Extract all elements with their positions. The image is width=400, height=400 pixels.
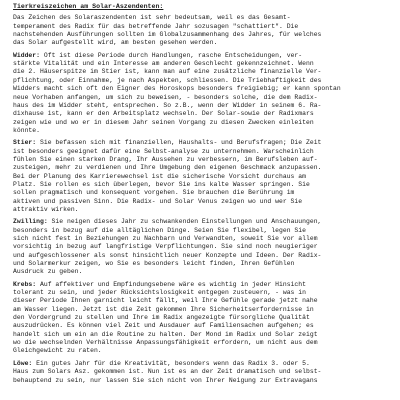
section-4 <box>13 281 388 356</box>
text-line: und Solarmerkur zeigen, wo Sie es besonders leicht finden, Ihren Gefühlen <box>13 260 295 268</box>
text-line: dieser Periode Ihnen garnicht leicht fällt, weil Ihre Gefühle gerade jetzt nahe <box>13 297 318 305</box>
text-line: stärkte Vitalität und ein Interesse am anderen Geschlecht gekennzeichnet. Wenn <box>13 60 314 68</box>
text-line: Bei der Planung des Karrierewechsel ist die sicherische Vorsicht durchaus am <box>13 172 306 180</box>
text-line: fühlen Sie einen starken Drang, Ihr Aussehen zu verbessern, im Berufsleben auf- <box>13 155 318 163</box>
section-label: Stier: <box>13 139 37 147</box>
section-1 <box>13 52 388 135</box>
text-line: und aufgeschlossener als sonst hinsichtlich neuer Konzepte und Ideen. Der Radix- <box>13 251 322 259</box>
section-text: Sie befassen sich mit finanziellen, Haushalts- und Berufsfragen; Die Zeit <box>36 139 322 147</box>
text-line: handelt sich um ein an die Routine zu halten. Der Mond im Radix und Solar zeigt <box>13 330 318 338</box>
text-line: vorsichtig in bezug auf langfristige Verpflichtungen. Sie sind noch neugieriger <box>13 243 318 251</box>
section-label: Zwilling: <box>13 218 48 226</box>
text-line <box>13 218 388 226</box>
text-line: die 2. Häuserspitze im Stier ist, kann man auf eine zusätzliche finanzielle Ver- <box>13 68 322 76</box>
text-line: wo die wechselnden Verhältnisse Anpassungsfähigkeit erfordern, um nicht aus dem <box>13 339 318 347</box>
text-line: dixhause ist, kann er den Arbeitsplatz wechseln. Der Solar-sowie der Radixmars <box>13 110 314 118</box>
text-line: Gleichgewicht zu raten. <box>13 347 102 355</box>
text-line: den Vordergrund zu stellen und Ihre im Radix angezeigte fürsorgliche Qualität <box>13 314 310 322</box>
text-line: Widders macht sich oft den Eigner des Horoskops besonders freigiebig; er kann spontan <box>13 85 341 93</box>
text-line: besonders in bezug auf die alltäglichen Dinge. Seien Sie flexibel, legen Sie <box>13 226 306 234</box>
text-line: auszudrücken. Es können viel Zeit und Ausdauer auf Familiensachen aufgehen; es <box>13 322 314 330</box>
text-line: sollen pragmatisch und konsequent vorgehen. Sie brauchen die Berührung im <box>13 189 295 197</box>
section-3 <box>13 218 388 276</box>
text-line: das Solar aufgestellt wird, am besten gesehen werden. <box>13 39 218 47</box>
section-label: Löwe: <box>13 359 33 367</box>
section-text: Sie neigen dieses Jahr zu schwankenden Einstellungen und Anschauungen, <box>47 218 322 226</box>
text-line: pflichtung, oder Einnahme, je nach Aspekten, schliessen. Die Triebhaftigkeit des <box>13 76 322 84</box>
text-line: haus des im Widder steht, entsprechen. So z.B., wenn der Widder in seinem 6. Ra- <box>13 101 322 109</box>
text-line <box>13 139 388 147</box>
section-text: Ein gutes Jahr für die Kreativität, besonders wenn das Radix 3. oder 5. <box>32 359 310 367</box>
text-line: Haus zum Solars Asz. gekommen ist. Nun ist es an der Zeit dramatisch und selbst- <box>13 368 322 376</box>
text-line <box>13 281 388 289</box>
section-label: Krebs: <box>13 280 37 288</box>
text-line: sich nicht fest in Beziehungen zu Nachbarn und Verwandten, soweit Sie vor allem <box>13 235 318 242</box>
text-line: Ausdruck zu geben. <box>13 268 83 276</box>
text-line: am Wasser liegen. Jetzt ist die Zeit gekommen Ihre Sicherheitserfordernisse in <box>13 305 314 313</box>
section-text: Oft ist diese Periode durch Handlungen, rasche Entscheidungen, ver- <box>40 51 303 59</box>
section-text: Auf affektiver und Empfindungsebene wäre es wichtig in jeder Hinsicht <box>36 280 306 288</box>
text-line: ist besonders geeignet dafür eine Selbst-analyse zu unternehmen. Warscheinlich <box>13 147 314 155</box>
text-line: zeigen wie und wo er in diesem Jahr seinen Vorgang zu diesen Zwecken einleiten <box>13 118 314 126</box>
text-line: Platz. Sie rollen es sich überlegen, bevor Sie ins kalte Wasser springen. Sie <box>13 180 310 188</box>
text-line <box>13 52 388 60</box>
section-5 <box>13 360 388 385</box>
text-line: nachstehenden Ausführungen sollten im Globalzusammenhang des Jahres, für welches <box>13 31 322 39</box>
sign-sections <box>13 52 388 385</box>
text-line: attraktiv wirken. <box>13 205 79 213</box>
text-line: temperament des Radix für das betreffende Jahr sozusagen "schattiert". Die <box>13 22 299 30</box>
text-line: zusteigen, mehr zu verdienen und Ihre Umgebung den eigenen Geschmack anzupassen. <box>13 164 322 172</box>
text-line: behauptend zu sein, nur lassen Sie sich nicht von Ihrer Neigung zur Extravagans <box>13 376 318 384</box>
text-line: aktiven und passiven Sinn. Die Radix- und Solar Venus zeigen wo und wer Sie <box>13 197 303 205</box>
text-line: könnte. <box>13 126 40 134</box>
intro-paragraph <box>13 14 388 47</box>
section-label: Widder: <box>13 51 40 59</box>
text-line: neue Vorhaben anfangen, um sich zu beweisen, - besonders solche, die dem Radix- <box>13 93 318 101</box>
section-2 <box>13 139 388 214</box>
document-title: Tierkreiszeichen am Solar-Aszendenten: <box>13 3 164 10</box>
text-line: Das Zeichen des Solaraszendenten ist sehr bedeutsam, weil es das Gesamt- <box>13 14 291 22</box>
text-line: tolerant zu sein, und jeder Rücksichtslosigkeit entgegen zusteuern, - was in <box>13 289 306 297</box>
text-line <box>13 360 388 368</box>
